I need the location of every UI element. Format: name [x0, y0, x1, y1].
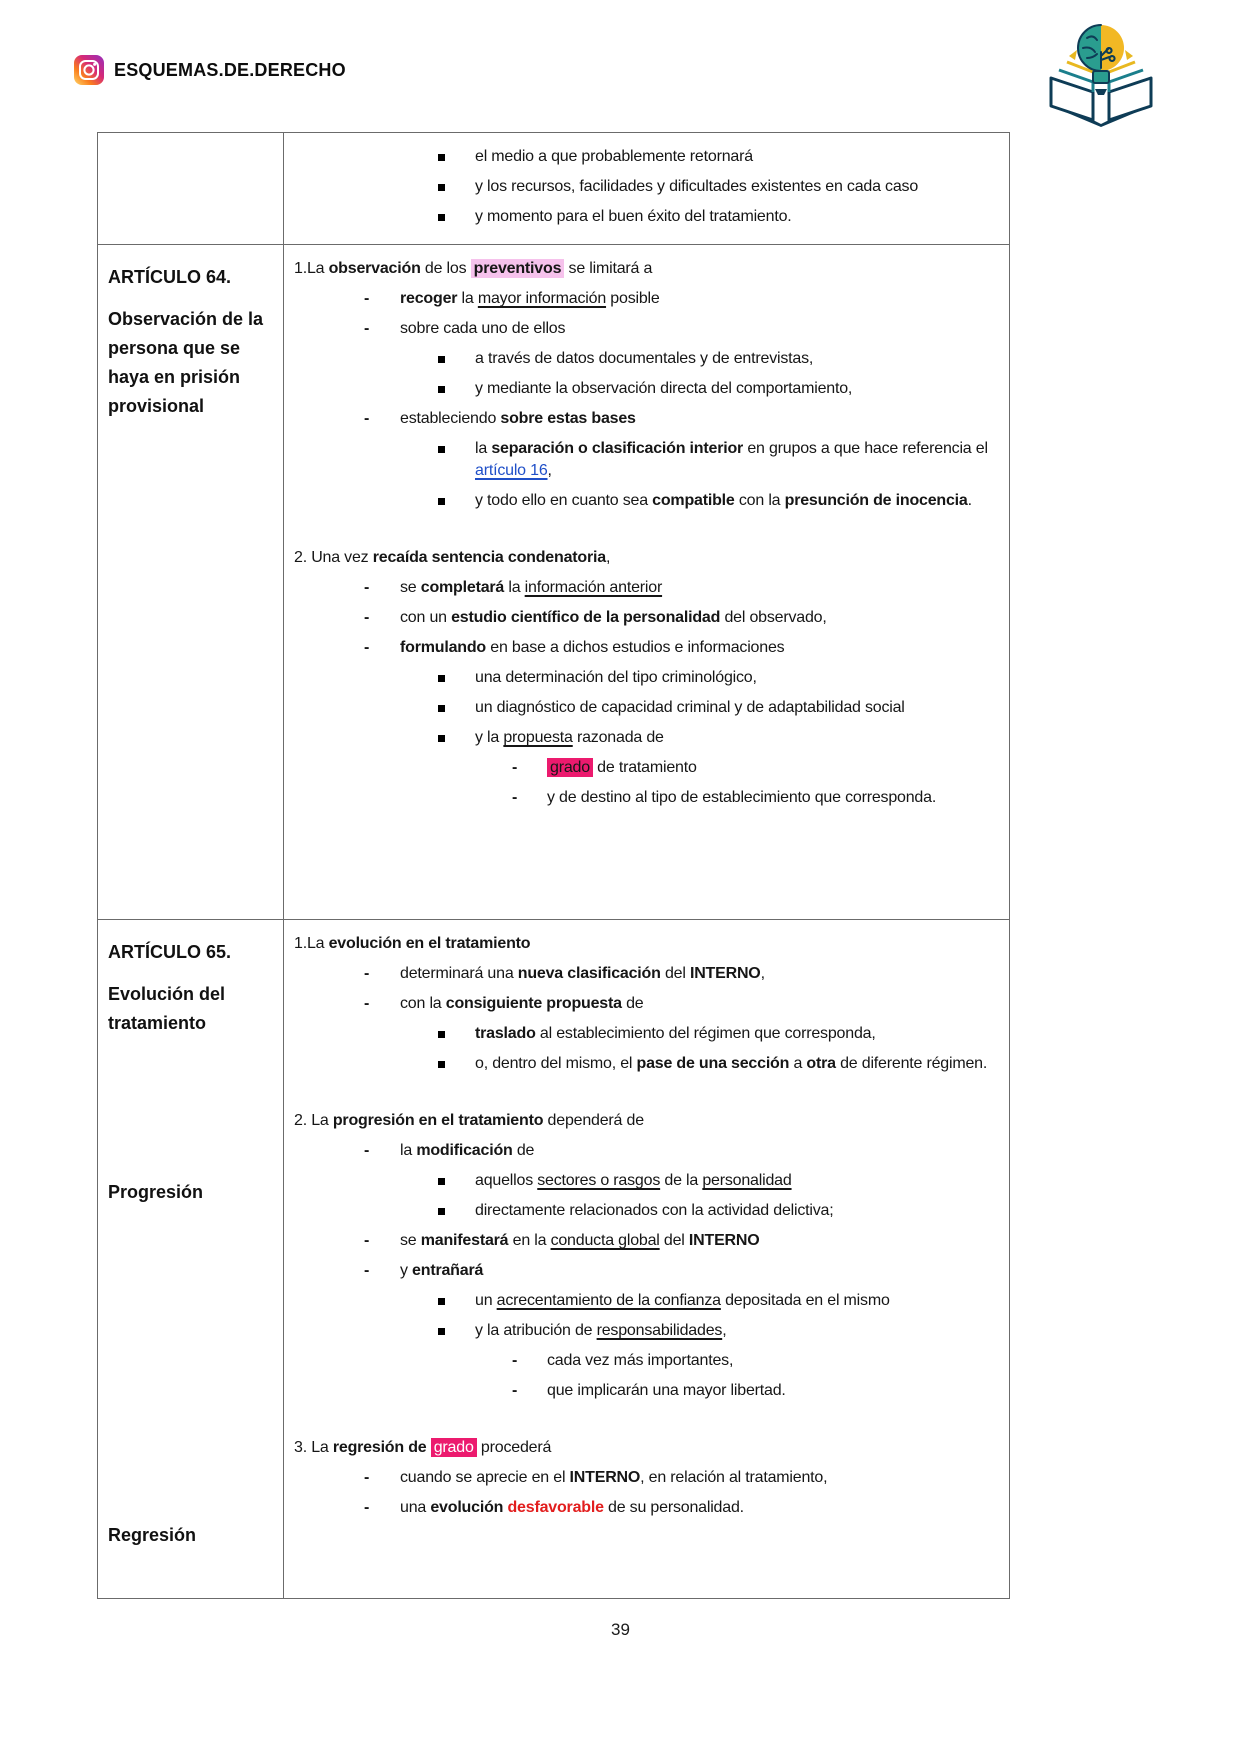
text-segment: grado	[547, 758, 593, 777]
dash-bullet: -	[512, 759, 518, 776]
text-segment: en la	[508, 1232, 551, 1249]
square-bullet	[438, 735, 445, 742]
text-segment: ,	[722, 1322, 727, 1339]
article-content-cell	[284, 133, 1009, 244]
outline-line	[284, 374, 1005, 404]
outline-line	[284, 1286, 1005, 1316]
text-segment: o, dentro del mismo, el	[475, 1055, 637, 1072]
outline-line	[284, 1196, 1005, 1226]
square-bullet	[438, 386, 445, 393]
outline-line	[284, 633, 1005, 663]
text-segment: de los	[420, 260, 471, 277]
text-segment: la	[400, 1142, 417, 1159]
outline-line	[284, 1166, 1005, 1196]
dash-bullet: -	[364, 1232, 370, 1249]
text-segment: presunción de inocencia	[784, 492, 968, 509]
text-segment: 1.La	[294, 260, 329, 277]
article-label-cell	[98, 920, 284, 1598]
square-bullet	[438, 1031, 445, 1038]
text-segment: modificación	[416, 1142, 513, 1159]
brand-name: ESQUEMAS.DE.DERECHO	[114, 59, 346, 80]
progression-label: Progresión	[108, 1182, 204, 1202]
text-segment: nueva clasificación	[517, 965, 661, 982]
text-segment: de	[512, 1142, 535, 1159]
table-row	[98, 133, 1009, 245]
text-segment: del	[660, 965, 690, 982]
square-bullet	[438, 705, 445, 712]
text-segment: el medio a que probablemente retornará	[475, 148, 753, 165]
text-segment: progresión en el tratamiento	[332, 1112, 544, 1129]
schema-table	[97, 132, 1010, 1599]
outline-line	[284, 254, 1005, 284]
text-segment: con la	[734, 492, 785, 509]
text-segment: determinará una	[400, 965, 518, 982]
text-segment: se	[400, 579, 421, 596]
square-bullet	[438, 1328, 445, 1335]
outline-line	[284, 1316, 1005, 1346]
outline-line	[284, 929, 1005, 959]
outline-line	[284, 959, 1005, 989]
outline-line	[284, 1106, 1005, 1136]
outline-line	[284, 1256, 1005, 1286]
text-segment: INTERNO	[569, 1469, 641, 1486]
text-segment: al establecimiento del régimen que corresponda,	[535, 1025, 876, 1042]
text-segment: y	[400, 1262, 413, 1279]
text-segment: del	[659, 1232, 689, 1249]
outline-line	[284, 1493, 1005, 1523]
text-segment: de la	[660, 1172, 703, 1189]
outline-line	[284, 603, 1005, 633]
square-bullet	[438, 1298, 445, 1305]
text-segment: y de destino al tipo de establecimiento que corresponda.	[547, 789, 937, 806]
text-segment: observación	[328, 260, 421, 277]
text-segment: recaída sentencia condenatoria	[372, 549, 606, 566]
text-segment: la	[457, 290, 478, 307]
outline-line	[284, 1049, 1005, 1079]
dash-bullet: -	[364, 639, 370, 656]
text-segment: la	[504, 579, 525, 596]
dash-bullet: -	[364, 965, 370, 982]
article-64-subtitle: Observación de la persona que se haya en prisión provisional	[108, 309, 264, 416]
outline-line	[284, 543, 1005, 573]
text-segment: que implicarán una mayor libertad.	[547, 1382, 786, 1399]
text-segment: grado	[431, 1438, 477, 1457]
outline-line	[284, 1376, 1005, 1406]
text-segment: se limitará a	[564, 260, 653, 277]
dash-bullet: -	[364, 579, 370, 596]
text-segment: conducta global	[550, 1232, 660, 1249]
text-segment: y mediante la observación directa del comportamiento,	[475, 380, 853, 397]
text-segment: mayor información	[477, 290, 607, 307]
text-segment: y momento para el buen éxito del tratamiento.	[475, 208, 792, 225]
text-segment: a través de datos documentales y de entrevistas,	[475, 350, 814, 367]
outline-line	[284, 172, 1005, 202]
text-segment: y los recursos, facilidades y dificultades existentes en cada caso	[475, 178, 919, 195]
text-segment: entrañará	[412, 1262, 484, 1279]
text-segment: recoger	[400, 290, 458, 307]
article-16-link[interactable]: artículo 16	[475, 462, 548, 479]
brain-bulb-book-logo	[1039, 16, 1163, 128]
table-row	[98, 920, 1009, 1599]
outline-line	[284, 486, 1005, 516]
brand-logo	[1039, 16, 1163, 133]
square-bullet	[438, 356, 445, 363]
text-segment: dependerá de	[543, 1112, 644, 1129]
text-segment: información anterior	[524, 579, 663, 596]
article-64-title: ARTÍCULO 64.	[108, 267, 232, 287]
text-segment: razonada de	[572, 729, 664, 746]
article-label-cell	[98, 133, 284, 244]
page-number: 39	[611, 1620, 630, 1639]
text-segment: aquellos	[475, 1172, 538, 1189]
text-segment: separación o clasificación interior	[491, 440, 744, 457]
outline-line	[284, 404, 1005, 434]
text-segment: un diagnóstico de capacidad criminal y de adaptabilidad social	[475, 699, 905, 716]
text-segment: depositada en el mismo	[720, 1292, 890, 1309]
outline-spacer	[284, 516, 1005, 543]
text-segment: un	[475, 1292, 497, 1309]
square-bullet	[438, 154, 445, 161]
text-segment: INTERNO	[689, 965, 761, 982]
outline-line	[284, 434, 1005, 486]
text-segment: una determinación del tipo criminológico,	[475, 669, 757, 686]
square-bullet	[438, 214, 445, 221]
square-bullet	[438, 1061, 445, 1068]
outline-line	[284, 663, 1005, 693]
dash-bullet: -	[364, 1469, 370, 1486]
square-bullet	[438, 1208, 445, 1215]
outline-line	[284, 202, 1005, 232]
text-segment: evolución	[430, 1499, 504, 1516]
text-segment: pase de una sección	[636, 1055, 790, 1072]
outline-line	[284, 753, 1005, 783]
brand-header	[74, 55, 346, 85]
outline-line	[284, 284, 1005, 314]
text-segment: ,	[605, 549, 611, 566]
text-segment: estudio científico de la personalidad	[451, 609, 721, 626]
outline-line	[284, 693, 1005, 723]
outline-line	[284, 1136, 1005, 1166]
outline-line	[284, 989, 1005, 1019]
text-segment: manifestará	[420, 1232, 509, 1249]
text-segment: con la	[400, 995, 446, 1012]
text-segment: con un	[400, 609, 452, 626]
text-segment: y todo ello en cuanto sea	[475, 492, 653, 509]
text-segment: procederá	[476, 1439, 552, 1456]
text-segment: de tratamiento	[592, 759, 697, 776]
outline-line	[284, 783, 1005, 813]
text-segment: de	[621, 995, 644, 1012]
outline-line	[284, 1226, 1005, 1256]
outline-line	[284, 314, 1005, 344]
outline-line	[284, 1019, 1005, 1049]
text-segment: de diferente régimen.	[835, 1055, 988, 1072]
text-segment: .	[967, 492, 972, 509]
text-segment: desfavorable	[507, 1499, 604, 1516]
text-segment: 2. Una vez	[294, 549, 373, 566]
text-segment: a	[789, 1055, 807, 1072]
outline-line	[284, 723, 1005, 753]
text-segment: en base a dichos estudios e informaciones	[486, 639, 785, 656]
text-segment: sobre cada uno de ellos	[400, 320, 566, 337]
article-65-subtitle: Evolución del tratamiento	[108, 984, 226, 1033]
text-segment: cuando se aprecie en el	[400, 1469, 570, 1486]
text-segment: preventivos	[471, 259, 565, 278]
square-bullet	[438, 446, 445, 453]
dash-bullet: -	[364, 609, 370, 626]
dash-bullet: -	[364, 320, 370, 337]
text-segment: acrecentamiento de la confianza	[496, 1292, 721, 1309]
text-segment: 2. La	[294, 1112, 333, 1129]
text-segment: compatible	[652, 492, 735, 509]
dash-bullet: -	[512, 789, 518, 806]
dash-bullet: -	[364, 290, 370, 307]
text-segment: del observado,	[720, 609, 827, 626]
text-segment: posible	[606, 290, 660, 307]
instagram-icon	[74, 55, 104, 85]
text-segment: la	[475, 440, 492, 457]
text-segment: sobre estas bases	[500, 410, 636, 427]
text-segment: INTERNO	[688, 1232, 760, 1249]
text-segment: 1.La	[294, 935, 329, 952]
text-segment: completará	[420, 579, 505, 596]
outline-line	[284, 1346, 1005, 1376]
dash-bullet: -	[364, 410, 370, 427]
article-content-cell	[284, 245, 1009, 919]
text-segment: propuesta	[503, 729, 573, 746]
outline-line	[284, 142, 1005, 172]
text-segment: 3. La	[294, 1439, 333, 1456]
text-segment: regresión de	[332, 1439, 427, 1456]
text-segment: ,	[760, 965, 765, 982]
article-label-cell	[98, 245, 284, 919]
outline-spacer	[284, 1406, 1005, 1433]
text-segment: directamente relacionados con la actividad delictiva;	[475, 1202, 834, 1219]
square-bullet	[438, 1178, 445, 1185]
text-segment: y la	[475, 729, 504, 746]
outline-line	[284, 344, 1005, 374]
text-segment: una	[400, 1499, 431, 1516]
text-segment: traslado	[475, 1025, 536, 1042]
square-bullet	[438, 498, 445, 505]
outline-spacer	[284, 1079, 1005, 1106]
table-row	[98, 245, 1009, 920]
text-segment: otra	[806, 1055, 836, 1072]
text-segment: , en relación al tratamiento,	[640, 1469, 828, 1486]
text-segment: cada vez más importantes,	[547, 1352, 734, 1369]
text-segment: personalidad	[702, 1172, 792, 1189]
dash-bullet: -	[364, 1142, 370, 1159]
text-segment: en grupos a que hace referencia el	[743, 440, 988, 457]
text-segment: sectores o rasgos	[537, 1172, 661, 1189]
regression-label: Regresión	[108, 1525, 197, 1545]
text-segment: estableciendo	[400, 410, 501, 427]
square-bullet	[438, 184, 445, 191]
text-segment: de su personalidad.	[603, 1499, 744, 1516]
text-segment: evolución en el tratamiento	[328, 935, 531, 952]
dash-bullet: -	[512, 1382, 518, 1399]
text-segment: y la atribución de	[475, 1322, 597, 1339]
outline-line	[284, 1433, 1005, 1463]
text-segment: consiguiente propuesta	[445, 995, 622, 1012]
square-bullet	[438, 675, 445, 682]
dash-bullet: -	[364, 1499, 370, 1516]
text-segment: responsabilidades	[596, 1322, 723, 1339]
article-content-cell	[284, 920, 1009, 1598]
text-segment: se	[400, 1232, 421, 1249]
article-65-title: ARTÍCULO 65.	[108, 942, 232, 962]
text-segment: ,	[547, 462, 552, 479]
text-segment: formulando	[400, 639, 486, 656]
dash-bullet: -	[364, 1262, 370, 1279]
outline-line	[284, 573, 1005, 603]
outline-line	[284, 1463, 1005, 1493]
dash-bullet: -	[364, 995, 370, 1012]
dash-bullet: -	[512, 1352, 518, 1369]
